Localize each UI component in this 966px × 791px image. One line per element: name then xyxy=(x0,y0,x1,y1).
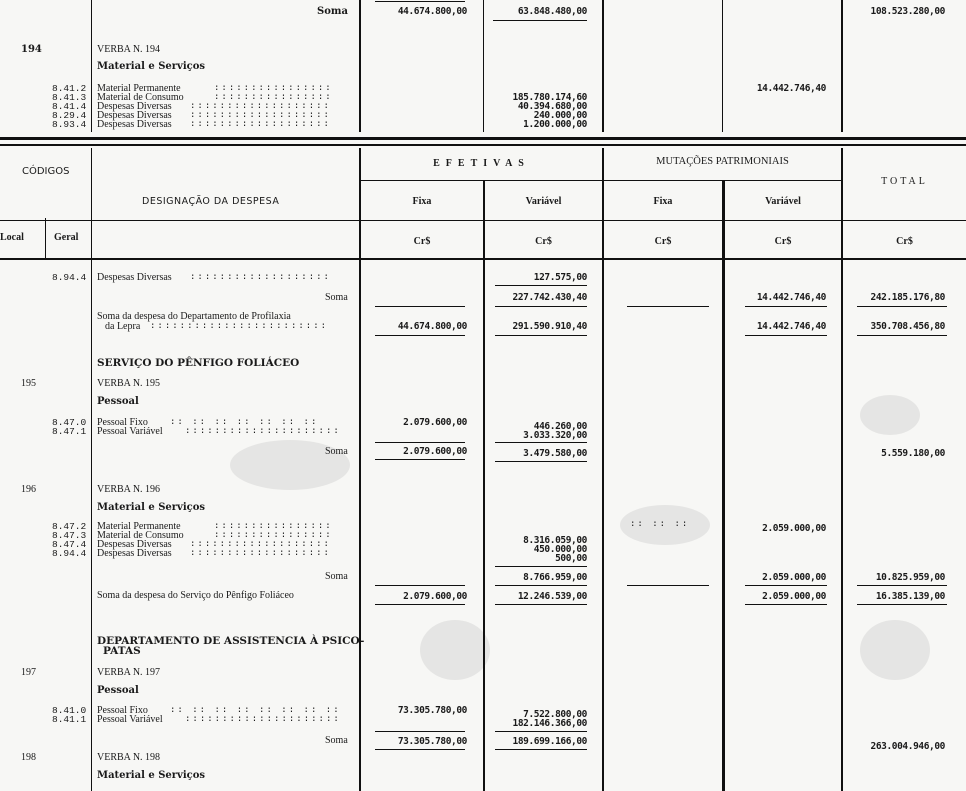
expense-code: 8.41.1 xyxy=(52,714,87,725)
amount-total: 5.559.180,00 xyxy=(881,448,945,459)
sum-rule xyxy=(493,20,587,21)
expense-code: 8.41.2 xyxy=(52,83,87,94)
expense-code: 8.47.1 xyxy=(52,426,87,437)
soma-servico-label: Soma da despesa do Serviço do Pênfigo Foliáceo xyxy=(97,590,294,601)
amount-mut-variavel: 14.442.746,40 xyxy=(756,321,826,332)
sum-rule xyxy=(375,1,465,2)
amount-mut-variavel: 2.059.000,00 xyxy=(762,523,826,534)
amount-variavel: 450.000,00 xyxy=(533,544,587,555)
soma-label: Soma xyxy=(325,571,348,582)
leader-dots: ::::::::::::::::::: xyxy=(190,110,331,120)
currency-variavel: Cr$ xyxy=(535,236,552,247)
sum-rule xyxy=(857,306,947,307)
page-break-rule xyxy=(0,144,966,146)
sum-rule xyxy=(495,335,587,336)
scan-smudge xyxy=(420,620,490,680)
verba-subtitle: Pessoal xyxy=(97,685,139,696)
soma-departamento-label-2: da Lepra xyxy=(105,321,141,332)
header-mutacoes: MUTAÇÕES PATRIMONIAIS xyxy=(656,156,789,167)
soma-label: Soma xyxy=(325,292,348,303)
leader-dots: :::::::::::::::: xyxy=(214,521,333,531)
amount-variavel: 127.575,00 xyxy=(533,272,587,283)
leader-dots: ::::::::::::::::::::: xyxy=(185,714,341,724)
amount-fixa: 44.674.800,00 xyxy=(397,321,467,332)
leader-dots: :::::::::::::::: xyxy=(214,92,333,102)
amount-variavel: 8.766.959,00 xyxy=(523,572,587,583)
header-rule xyxy=(0,258,966,260)
amount-total: 350.708.456,80 xyxy=(870,321,945,332)
amount-mut-variavel: 14.442.746,40 xyxy=(756,83,826,94)
sum-rule xyxy=(857,585,947,586)
expense-item: Material Permanente xyxy=(97,521,181,532)
amount-variavel: 240.000,00 xyxy=(533,110,587,121)
sum-rule xyxy=(745,585,827,586)
sum-rule xyxy=(495,306,587,307)
amount-fixa: 2.079.600,00 xyxy=(403,591,467,602)
amount-variavel: 182.146.366,00 xyxy=(512,718,587,729)
currency-mut-variavel: Cr$ xyxy=(774,236,792,247)
expense-item: Despesas Diversas xyxy=(97,272,172,283)
expense-code: 8.41.0 xyxy=(52,705,87,716)
expense-item: Material de Consumo xyxy=(97,530,184,541)
sum-rule xyxy=(495,285,587,286)
sum-rule xyxy=(495,749,587,750)
expense-code: 8.47.0 xyxy=(52,417,87,428)
header-efetivas: EFETIVAS xyxy=(433,158,530,169)
leader-dots: :::::::::::::::::::::::: xyxy=(150,321,329,331)
amount-variavel: 185.780.174,60 xyxy=(512,92,587,103)
amount-variavel: 1.200.000,00 xyxy=(523,119,587,130)
header-codigos: CÓDIGOS xyxy=(22,166,70,177)
leader-dots: ::::::::::::::::::: xyxy=(190,101,331,111)
amount-fixa: 2.079.600,00 xyxy=(403,417,467,428)
amount-total: 242.185.176,80 xyxy=(870,292,945,303)
amount-total: 16.385.139,00 xyxy=(875,591,945,602)
amount-variavel: 3.479.580,00 xyxy=(523,448,587,459)
leader-dots: :: :: :: :: :: :: :: :: xyxy=(170,705,341,715)
header-fixa: Fixa xyxy=(412,196,432,207)
verba-title: VERBA N. 195 xyxy=(97,378,161,389)
header-variavel: Variável xyxy=(525,196,562,207)
expense-item: Despesas Diversas xyxy=(97,548,172,559)
amount-fixa: 73.305.780,00 xyxy=(397,736,467,747)
currency-fixa: Cr$ xyxy=(413,236,431,247)
verba-title: VERBA N. 198 xyxy=(97,752,161,763)
page-break-rule xyxy=(0,137,966,140)
verba-subtitle: Material e Serviços xyxy=(97,770,206,781)
header-local: Local xyxy=(0,232,24,243)
rule-mut xyxy=(722,0,723,132)
expense-code: 8.41.3 xyxy=(52,92,87,103)
sum-rule xyxy=(495,461,587,462)
header-mut-variavel: Variável xyxy=(765,196,801,207)
amount-variavel: 3.033.320,00 xyxy=(523,430,587,441)
header-rule xyxy=(361,180,841,181)
rule-left-code xyxy=(91,0,92,132)
verba-code: 197 xyxy=(21,667,36,678)
expense-code: 8.93.4 xyxy=(52,119,87,130)
amount-variavel: 446.260,00 xyxy=(533,421,587,432)
expense-code: 8.29.4 xyxy=(52,110,87,121)
sum-rule xyxy=(495,604,587,605)
leader-dots: ::::::::::::::::::: xyxy=(190,119,331,129)
header-mut-fixa: Fixa xyxy=(653,196,673,207)
amount-total: 10.825.959,00 xyxy=(875,572,945,583)
header-rule xyxy=(0,220,966,221)
section-title: SERVIÇO DO PÊNFIGO FOLIÁCEO xyxy=(97,357,300,369)
verba-title: VERBA N. 197 xyxy=(97,667,161,678)
soma-label: Soma xyxy=(325,735,348,746)
leader-dots: :: :: :: xyxy=(630,519,690,529)
sum-rule xyxy=(627,306,709,307)
soma-label: Soma xyxy=(317,6,348,17)
amount-variavel: 12.246.539,00 xyxy=(517,591,587,602)
sum-rule xyxy=(495,442,587,443)
amount-variavel: 291.590.910,40 xyxy=(512,321,587,332)
verba-title: VERBA N. 196 xyxy=(97,484,161,495)
leader-dots: :::::::::::::::: xyxy=(214,83,333,93)
amount-variavel: 63.848.480,00 xyxy=(517,6,587,17)
sum-rule xyxy=(375,459,465,460)
sum-rule xyxy=(375,442,465,443)
currency-total: Cr$ xyxy=(896,236,913,247)
amount-variavel: 189.699.166,00 xyxy=(512,736,587,747)
sum-rule xyxy=(495,585,587,586)
sum-rule xyxy=(495,566,587,567)
amount-variavel: 7.522.800,00 xyxy=(523,709,587,720)
verba-code: 194 xyxy=(21,44,42,55)
sum-rule xyxy=(745,604,827,605)
sum-rule xyxy=(627,585,709,586)
amount-fixa: 44.674.800,00 xyxy=(397,6,467,17)
verba-title: VERBA N. 194 xyxy=(97,44,161,55)
expense-code: 8.47.4 xyxy=(52,539,87,550)
scan-smudge xyxy=(860,620,930,680)
verba-subtitle: Pessoal xyxy=(97,396,139,407)
leader-dots: :::::::::::::::: xyxy=(214,530,333,540)
sum-rule xyxy=(495,731,587,732)
rule-fixa xyxy=(483,0,484,132)
header-total: TOTAL xyxy=(881,176,928,187)
amount-variavel: 227.742.430,40 xyxy=(512,292,587,303)
verba-code: 196 xyxy=(21,484,36,495)
leader-dots: ::::::::::::::::::: xyxy=(190,548,331,558)
sum-rule xyxy=(857,335,947,336)
verba-subtitle: Material e Serviços xyxy=(97,61,206,72)
expense-item: Material Permanente xyxy=(97,83,181,94)
leader-dots: ::::::::::::::::::::: xyxy=(185,426,341,436)
amount-total: 263.004.946,00 xyxy=(870,741,945,752)
expense-item: Despesas Diversas xyxy=(97,119,172,130)
expense-item: Pessoal Fixo xyxy=(97,417,148,428)
scan-smudge xyxy=(860,395,920,435)
sum-rule xyxy=(375,749,465,750)
sum-rule xyxy=(375,604,465,605)
rule-local xyxy=(45,218,46,258)
sum-rule xyxy=(375,335,465,336)
rule-fixa xyxy=(483,180,485,791)
rule-var xyxy=(602,0,604,132)
sum-rule xyxy=(375,731,465,732)
verba-subtitle: Material e Serviços xyxy=(97,502,206,513)
header-designacao: DESIGNAÇÃO DA DESPESA xyxy=(142,196,280,207)
sum-rule xyxy=(375,306,465,307)
expense-item: Despesas Diversas xyxy=(97,110,172,121)
amount-variavel: 40.394.680,00 xyxy=(517,101,587,112)
expense-code: 8.94.4 xyxy=(52,272,87,283)
rule-left-code xyxy=(91,148,92,791)
amount-variavel: 500,00 xyxy=(555,553,587,564)
rule-desc xyxy=(359,0,361,132)
expense-item: Despesas Diversas xyxy=(97,539,172,550)
currency-mut-fixa: Cr$ xyxy=(654,236,672,247)
header-geral: Geral xyxy=(54,232,79,243)
leader-dots: :: :: :: :: :: :: :: xyxy=(170,417,319,427)
expense-item: Pessoal Variável xyxy=(97,714,163,725)
section-title-2: PATAS xyxy=(103,645,141,657)
expense-item: Pessoal Variável xyxy=(97,426,163,437)
leader-dots: ::::::::::::::::::: xyxy=(190,272,331,282)
leader-dots: ::::::::::::::::::: xyxy=(190,539,331,549)
verba-code: 195 xyxy=(21,378,36,389)
soma-departamento-label: Soma da despesa do Departamento de Profilaxia xyxy=(97,311,291,322)
verba-code: 198 xyxy=(21,752,36,763)
amount-fixa: 2.079.600,00 xyxy=(403,446,467,457)
sum-rule xyxy=(857,604,947,605)
rule-total xyxy=(841,0,843,132)
sum-rule xyxy=(745,335,827,336)
expense-code: 8.94.4 xyxy=(52,548,87,559)
section-title: DEPARTAMENTO DE ASSISTENCIA À PSICO- xyxy=(97,635,365,647)
amount-mut-variavel: 14.442.746,40 xyxy=(756,292,826,303)
expense-code: 8.41.4 xyxy=(52,101,87,112)
soma-label: Soma xyxy=(325,446,348,457)
sum-rule xyxy=(745,306,827,307)
amount-fixa: 73.305.780,00 xyxy=(397,705,467,716)
sum-rule xyxy=(375,585,465,586)
amount-total: 108.523.280,00 xyxy=(870,6,945,17)
amount-mut-variavel: 2.059.000,00 xyxy=(762,572,826,583)
expense-item: Pessoal Fixo xyxy=(97,705,148,716)
amount-mut-variavel: 2.059.000,00 xyxy=(762,591,826,602)
expense-item: Material de Consumo xyxy=(97,92,184,103)
amount-variavel: 8.316.059,00 xyxy=(523,535,587,546)
rule-mut xyxy=(722,180,725,791)
expense-code: 8.47.3 xyxy=(52,530,87,541)
expense-item: Despesas Diversas xyxy=(97,101,172,112)
expense-code: 8.47.2 xyxy=(52,521,87,532)
